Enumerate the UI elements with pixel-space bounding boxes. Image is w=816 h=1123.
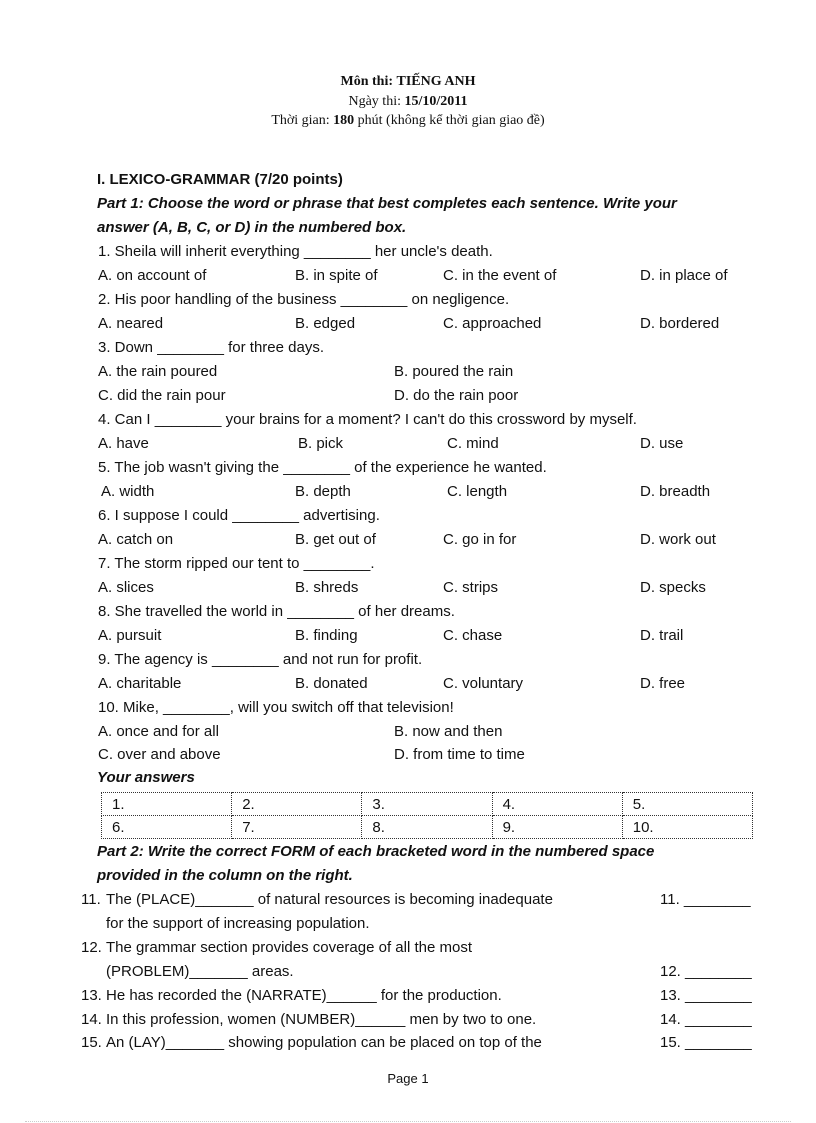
answer-option[interactable]: A. the rain poured [98,363,218,380]
answer-option[interactable]: B. pick [298,435,344,452]
page-number: Page 1 [387,1071,429,1086]
answer-option[interactable]: B. donated [295,675,368,692]
answer-cell[interactable]: 7. [232,816,362,839]
date-label: Ngày thi: [348,94,401,109]
answer-row [102,816,753,839]
item-number: 11. [81,891,101,908]
answer-option[interactable]: A. width [101,483,155,500]
answer-option[interactable]: B. finding [295,627,358,644]
exam-date-line [0,94,816,110]
answer-option[interactable]: B. now and then [394,723,503,740]
question-text: 8. She travelled the world in ________ of her dreams. [98,603,455,620]
question-text: 6. I suppose I could ________ advertising. [98,507,380,524]
answer-option[interactable]: C. over and above [98,746,221,763]
question-text: 7. The storm ripped our tent to ________. [98,555,375,572]
answer-option[interactable]: C. chase [443,627,503,644]
answer-option[interactable]: A. slices [98,579,154,596]
answer-option[interactable]: C. strips [443,579,499,596]
question-text: 3. Down ________ for three days. [98,339,324,356]
answer-option[interactable]: D. breadth [640,483,711,500]
answer-option[interactable]: A. on account of [98,267,207,284]
answer-option[interactable]: D. bordered [640,315,720,332]
answer-option[interactable]: D. free [640,675,686,692]
answer-option[interactable]: A. charitable [98,675,182,692]
part2-instruction-line2: provided in the column on the right. [97,867,353,884]
item-text: The grammar section provides coverage of all the most [106,939,472,956]
answer-option[interactable]: A. once and for all [98,723,219,740]
item-answer-blank[interactable]: 13. ________ [660,987,752,1004]
answer-row [102,793,753,816]
answer-option[interactable]: A. pursuit [98,627,162,644]
answer-option[interactable]: C. in the event of [443,267,557,284]
item-number: 12. [81,939,102,956]
answer-option[interactable]: C. voluntary [443,675,524,692]
time-value: 180 [333,113,355,128]
item-number: 13. [81,987,102,1004]
question-text: 9. The agency is ________ and not run for profit. [98,651,423,668]
section-title: I. LEXICO-GRAMMAR (7/20 points) [97,171,343,188]
question-text: 4. Can I ________ your brains for a moment? I can't do this crossword by myself. [98,411,637,428]
answer-cell[interactable]: 4. [492,793,622,816]
answer-option[interactable]: B. in spite of [295,267,378,284]
answer-cell[interactable]: 1. [102,793,232,816]
part1-instruction-line2: answer (A, B, C, or D) in the numbered box. [97,219,407,236]
answer-option[interactable]: A. neared [98,315,164,332]
answer-cell[interactable]: 9. [492,816,622,839]
item-answer-blank[interactable]: 15. ________ [660,1034,752,1051]
answer-option[interactable]: C. length [447,483,508,500]
part1-instruction-line1: Part 1: Choose the word or phrase that best completes each sentence. Write your [97,195,677,212]
part2-instruction-line1: Part 2: Write the correct FORM of each bracketed word in the numbered space [97,843,655,860]
item-text: An (LAY)_______ showing population can be placed on top of the [106,1034,542,1051]
question-text: 2. His poor handling of the business ________ on negligence. [98,291,510,308]
answer-cell[interactable]: 3. [362,793,492,816]
answer-option[interactable]: B. shreds [295,579,359,596]
question-text: 10. Mike, ________, will you switch off that television! [98,699,454,716]
item-number: 15. [81,1034,102,1051]
answer-option[interactable]: D. in place of [640,267,728,284]
answer-cell[interactable]: 5. [622,793,752,816]
answers-label: Your answers [97,769,195,786]
subject-value: TIẾNG ANH [396,74,476,89]
answer-option[interactable]: D. use [640,435,684,452]
answer-option[interactable]: A. catch on [98,531,174,548]
answer-option[interactable]: B. poured the rain [394,363,514,380]
exam-subject-line [0,74,816,90]
answer-option[interactable]: D. trail [640,627,684,644]
date-value: 15/10/2011 [404,94,468,109]
answer-cell[interactable]: 10. [622,816,752,839]
time-label: Thời gian: [271,113,330,128]
question-text: 1. Sheila will inherit everything ________ her uncle's death. [98,243,493,260]
item-answer-blank[interactable]: 12. ________ [660,963,752,980]
answer-option[interactable]: D. work out [640,531,716,548]
item-text: In this profession, women (NUMBER)______ men by two to one. [106,1011,537,1028]
time-note: phút (không kể thời gian giao đề) [357,113,545,128]
answer-option[interactable]: C. approached [443,315,542,332]
item-answer-blank[interactable]: 14. ________ [660,1011,752,1028]
item-text: The (PLACE)_______ of natural resources is becoming inadequate [106,891,553,908]
answer-cell[interactable]: 2. [232,793,362,816]
page-divider [25,1121,791,1122]
item-number: 14. [81,1011,102,1028]
answer-cell[interactable]: 8. [362,816,492,839]
answer-option[interactable]: C. go in for [443,531,517,548]
exam-time-line [0,113,816,129]
question-text: 5. The job wasn't giving the ________ of the experience he wanted. [98,459,547,476]
answer-cell[interactable]: 6. [102,816,232,839]
answer-option[interactable]: D. from time to time [394,746,525,763]
answer-option[interactable]: C. mind [447,435,499,452]
answer-option[interactable]: A. have [98,435,149,452]
answer-option[interactable]: B. get out of [295,531,376,548]
answer-option[interactable]: D. do the rain poor [394,387,519,404]
item-text: He has recorded the (NARRATE)______ for the production. [106,987,502,1004]
answer-option[interactable]: C. did the rain pour [98,387,226,404]
subject-label: Môn thi: [340,74,394,89]
item-text-continued: (PROBLEM)_______ areas. [106,963,294,980]
answer-option[interactable]: B. depth [295,483,351,500]
answer-grid [101,792,753,839]
item-text-continued: for the support of increasing population. [106,915,370,932]
item-answer-blank[interactable]: 11. ________ [660,891,751,908]
answer-option[interactable]: B. edged [295,315,356,332]
answer-option[interactable]: D. specks [640,579,706,596]
